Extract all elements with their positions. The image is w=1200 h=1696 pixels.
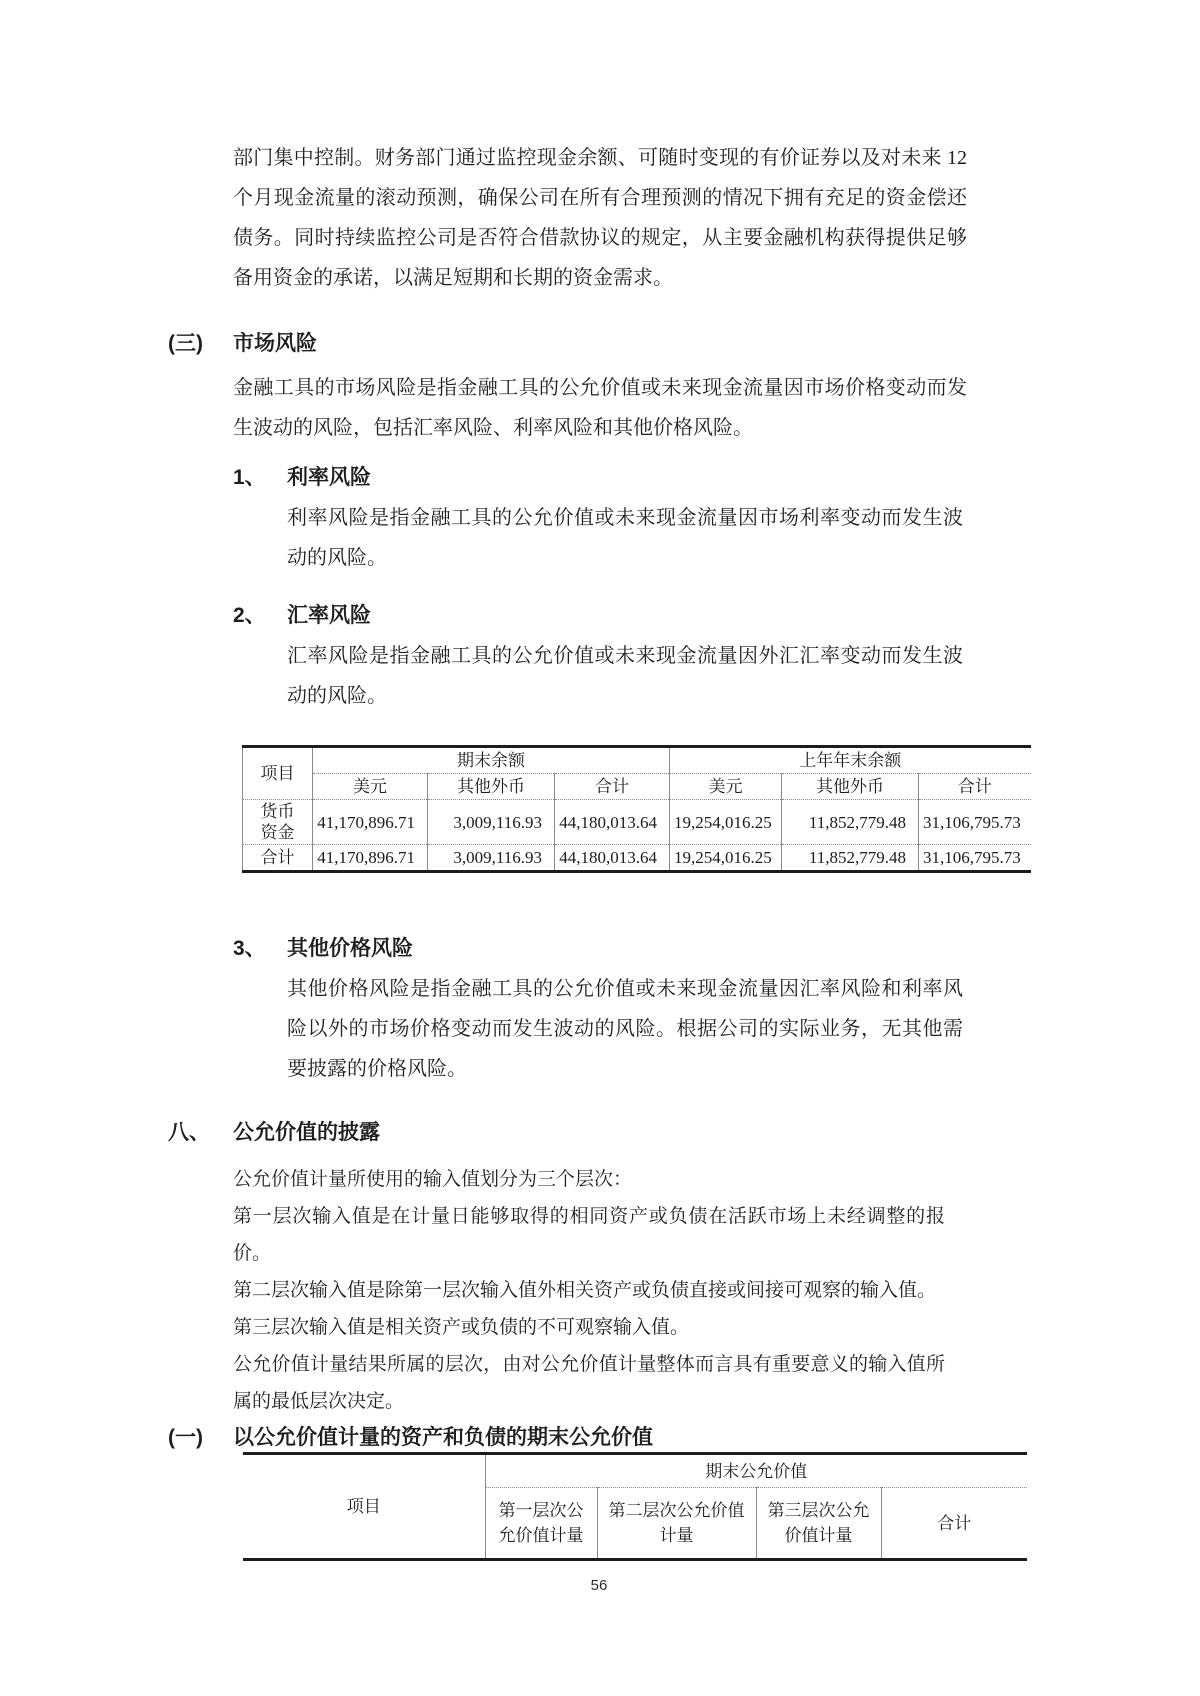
section-title: 公允价值的披露 [233, 1121, 380, 1144]
column-header-other-currency: 其他外币 [428, 774, 555, 800]
fair-value-paragraph: 第三层次输入值是相关资产或负债的不可观察输入值。 [233, 1317, 690, 1338]
column-header-level2: 第二层次公允价值计量 [597, 1488, 756, 1560]
interest-risk-paragraph: 利率风险是指金融工具的公允价值或未来现金流量因市场利率变动而发生波动的风险。 [287, 507, 963, 569]
row-label: 货币资金 [243, 800, 313, 845]
subsection-fv-measured-heading [168, 1424, 1048, 1452]
cell-value: 11,852,779.48 [782, 845, 919, 872]
subsection-number: 2、 [233, 604, 266, 627]
subsection-title: 利率风险 [287, 466, 371, 489]
table-group-header-row [243, 747, 1031, 774]
subsection-number: 1、 [233, 466, 266, 489]
cell-value: 11,852,779.48 [782, 800, 919, 845]
liquidity-risk-paragraph: 部门集中控制。财务部门通过监控现金余额、可随时变现的有价证券以及对未来 12 个月现金流量的滚动预测，确保公司在所有合理预测的情况下拥有充足的资金偿还债务。同时持续监控公司是否符合借款协议的规定，从主要金融机构获得提供足够备用资金的承诺，以满足短期和长期的资金需求。 [233, 147, 967, 289]
cell-value: 44,180,013.64 [555, 800, 670, 845]
column-header-usd: 美元 [670, 774, 782, 800]
other-price-risk-paragraph: 其他价格风险是指金融工具的公允价值或未来现金流量因汇率风险和利率风险以外的市场价格变动而发生波动的风险。根据公司的实际业务，无其他需要披露的价格风险。 [287, 978, 963, 1080]
column-header-level1: 第一层次公允价值计量 [485, 1488, 597, 1560]
cell-value: 41,170,896.71 [313, 845, 428, 872]
table-row-total [243, 845, 1031, 872]
section-label: (一) [168, 1426, 203, 1449]
table-row-monetary-funds [243, 800, 1031, 845]
section-title: 市场风险 [233, 332, 317, 355]
subsection-title: 其他价格风险 [287, 937, 413, 960]
subsection-interest-risk-heading [233, 464, 1048, 492]
cell-value: 3,009,116.93 [428, 845, 555, 872]
table-subheader-row [243, 774, 1031, 800]
row-label: 合计 [243, 845, 313, 872]
section-label: 八、 [168, 1121, 210, 1144]
fair-value-levels-table [243, 1452, 1027, 1561]
subsection-currency-risk-heading [233, 602, 1048, 630]
fair-value-paragraph: 公允价值计量结果所属的层次，由对公允价值计量整体而言具有重要意义的输入值所属的最低层次决定。 [233, 1354, 945, 1412]
table-group-header-row [243, 1454, 1027, 1488]
cell-value: 44,180,013.64 [555, 845, 670, 872]
currency-exposure-table [242, 745, 1031, 873]
subsection-number: 3、 [233, 937, 266, 960]
cell-value: 31,106,795.73 [919, 800, 1031, 845]
section-market-risk-heading [168, 330, 1048, 358]
currency-risk-paragraph: 汇率风险是指金融工具的公允价值或未来现金流量因外汇汇率变动而发生波动的风险。 [287, 645, 963, 707]
page-number: 56 [590, 1577, 608, 1594]
column-header-item: 项目 [346, 1497, 381, 1516]
section-fair-value-heading [168, 1119, 1048, 1147]
subsection-other-price-risk-heading [233, 935, 1048, 963]
subsection-title: 汇率风险 [287, 604, 371, 627]
cell-value: 41,170,896.71 [313, 800, 428, 845]
column-header-item: 项目 [243, 747, 313, 800]
section-label: (三) [168, 332, 203, 355]
fair-value-paragraphs [168, 1161, 1048, 1420]
cell-value: 19,254,016.25 [670, 800, 782, 845]
fair-value-paragraph: 第二层次输入值是除第一层次输入值外相关资产或负债直接或间接可观察的输入值。 [233, 1280, 937, 1301]
fair-value-paragraph: 第一层次输入值是在计量日能够取得的相同资产或负债在活跃市场上未经调整的报价。 [233, 1206, 945, 1264]
column-header-total: 合计 [881, 1488, 1027, 1560]
section-title: 以公允价值计量的资产和负债的期末公允价值 [233, 1426, 653, 1449]
column-group-prior-year-balance: 上年年末余额 [670, 747, 1031, 774]
column-group-closing-balance: 期末余额 [313, 747, 670, 774]
cell-value: 3,009,116.93 [428, 800, 555, 845]
column-header-level3: 第三层次公允价值计量 [756, 1488, 881, 1560]
column-header-total: 合计 [919, 774, 1031, 800]
cell-value: 31,106,795.73 [919, 845, 1031, 872]
column-header-usd: 美元 [313, 774, 428, 800]
cell-value: 19,254,016.25 [670, 845, 782, 872]
fair-value-paragraph: 公允价值计量所使用的输入值划分为三个层次： [233, 1169, 633, 1190]
column-group-closing-fair-value: 期末公允价值 [485, 1454, 1027, 1488]
column-header-other-currency: 其他外币 [782, 774, 919, 800]
column-header-total: 合计 [555, 774, 670, 800]
market-risk-intro-paragraph: 金融工具的市场风险是指金融工具的公允价值或未来现金流量因市场价格变动而发生波动的风险，包括汇率风险、利率风险和其他价格风险。 [233, 377, 967, 439]
page-content [168, 138, 1048, 1594]
